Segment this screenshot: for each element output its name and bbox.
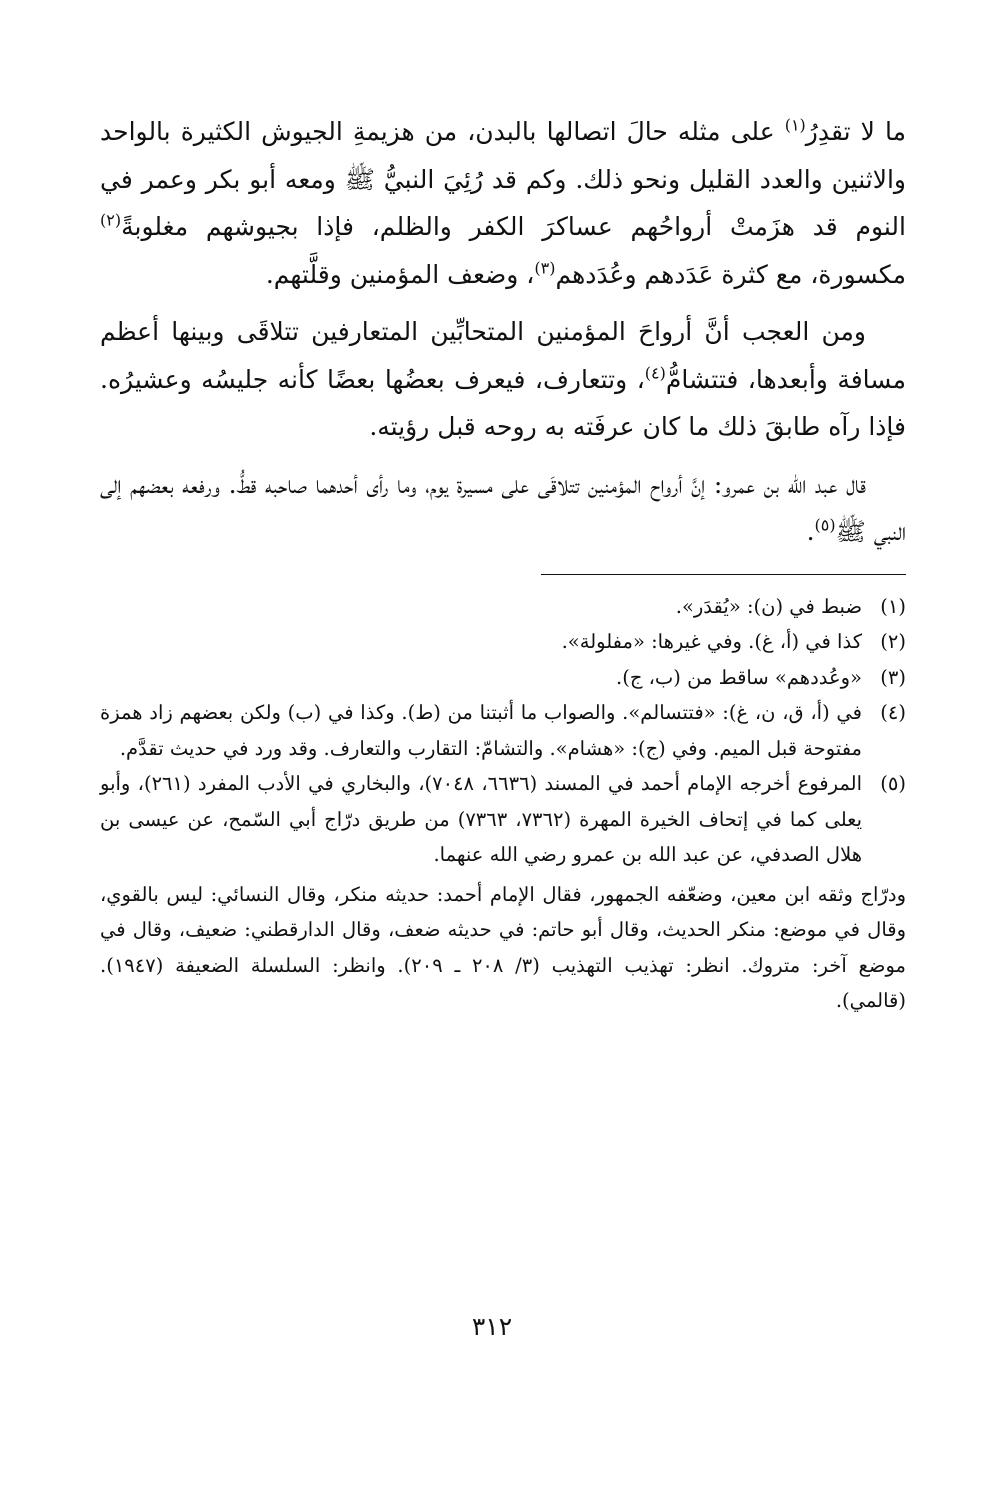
page-number: ٣١٢ (471, 1312, 513, 1341)
text-run: . (806, 517, 815, 546)
footnote-text: المرفوع أخرجه الإمام أحمد في المسند (٦٦٣٦، ٧٠٤٨)، والبخاري في الأدب المفرد (٢٦١)، وأبو يعلى كما في إتحاف الخيرة المهرة (٧٣٦٢، ٧٣٦٣) من طريق درّاج أبي السّمح، عن عيسى بن هلال الصدفي، عن عبد الله بن عمرو رضي الله عنهما. (100, 772, 863, 866)
text-run: ، وتتعارف، فيعرف بعضُها بعضًا كأنه جليسُه وعشيرُه. فإذا رآه طابقَ ذلك ما كان عرفَته به روحه قبل رؤيته. (100, 364, 906, 441)
paragraph-1 (100, 108, 906, 298)
footnote-ref-1[interactable]: (١) (784, 115, 806, 135)
footnote-text: ضبط في (ن): «يُقدَر». (675, 594, 862, 618)
text-run: قال عبد الله بن عمرو: إنَّ أرواح المؤمنين تتلاقَى على مسيرة يوم، وما رأى أحدهما صاحبه قطُّ. ورفعه بعضهم إلى النبي ﷺ (100, 469, 906, 546)
footnote-3 (100, 660, 906, 696)
footnote-number: (٣) (880, 665, 906, 689)
footnote-divider (541, 574, 906, 575)
footnote-ref-4[interactable]: (٤) (644, 363, 666, 383)
footnote-number: (٤) (880, 701, 906, 724)
text-run: مكسورة، مع كثرة عَدَدهم وعُدَدهم (555, 259, 906, 289)
footnote-text: في (أ، ق، ن، غ): «فتتسالم». والصواب ما أثبتنا من (ط). وكذا في (ب) ولكن بعضهم زاد همزة مفتوحة قبل الميم. وفي (ج): «هشام». والتشامّ: التقارب والتعارف. وقد ورد في حديث تقدَّم. (100, 701, 862, 760)
footnote-number: (٢) (880, 630, 906, 653)
footnote-5-continuation: ودرّاج وثقه ابن معين، وضعّفه الجمهور، فقال الإمام أحمد: حديثه منكر، وقال النسائي: ليس بالقوي، وقال في موضع: منكر الحديث، وقال أبو حاتم: في حديثه ضعف، وقال الدارقطني: ضعيف، وقال في موضع آخر: متروك. انظر: تهذيب التهذيب (٣/ ٢٠٨ ـ ٢٠٩). وانظر: السلسلة الضعيفة (١٩٤٧). (قالمي). (100, 882, 906, 1012)
book-page (100, 108, 906, 1485)
footnote-number: (١) (880, 594, 906, 618)
footnote-text: كذا في (أ، غ). وفي غيرها: «مفلولة». (561, 630, 862, 653)
footnote-5 (100, 766, 906, 873)
main-text (100, 108, 906, 556)
footnote-text: «وعُددهم» ساقط من (ب، ج). (616, 665, 862, 689)
text-run: على مثله حالَ اتصالها بالبدن، من هزيمةِ الجيوش الكثيرة بالواحد والاثنين والعدد القليل ونحو ذلك. وكم قد رُئِيَ النبيُّ ﷺ ومعه أبو بكر وعمر في النوم قد هزَمتْ أرواحُهم عساكرَ الكفر والظلم، فإذا بجيوشهم مغلوبةً (100, 117, 906, 241)
paragraph-3 (100, 461, 906, 556)
footnote-4 (100, 695, 906, 766)
footnote-number: (٥) (880, 772, 906, 795)
footnote-2 (100, 624, 906, 660)
text-run: ، وضعف المؤمنين وقلَّتهم. (265, 259, 535, 289)
text-run: ما لا تقدِرُ (805, 117, 907, 146)
footnote-ref-2[interactable]: (٢) (100, 210, 122, 230)
footnotes (100, 589, 906, 1019)
paragraph-2 (100, 308, 906, 451)
footnote-ref-5[interactable]: (٥) (814, 515, 836, 535)
footnote-ref-3[interactable]: (٣) (534, 258, 556, 278)
footnote-1 (100, 589, 906, 625)
text-run: ومن العجب أنَّ أرواحَ المؤمنين المتحابِّين المتعارفين تتلاقَى وبينها أعظم مسافة وأبعدها، فتتشامُّ (100, 317, 906, 394)
